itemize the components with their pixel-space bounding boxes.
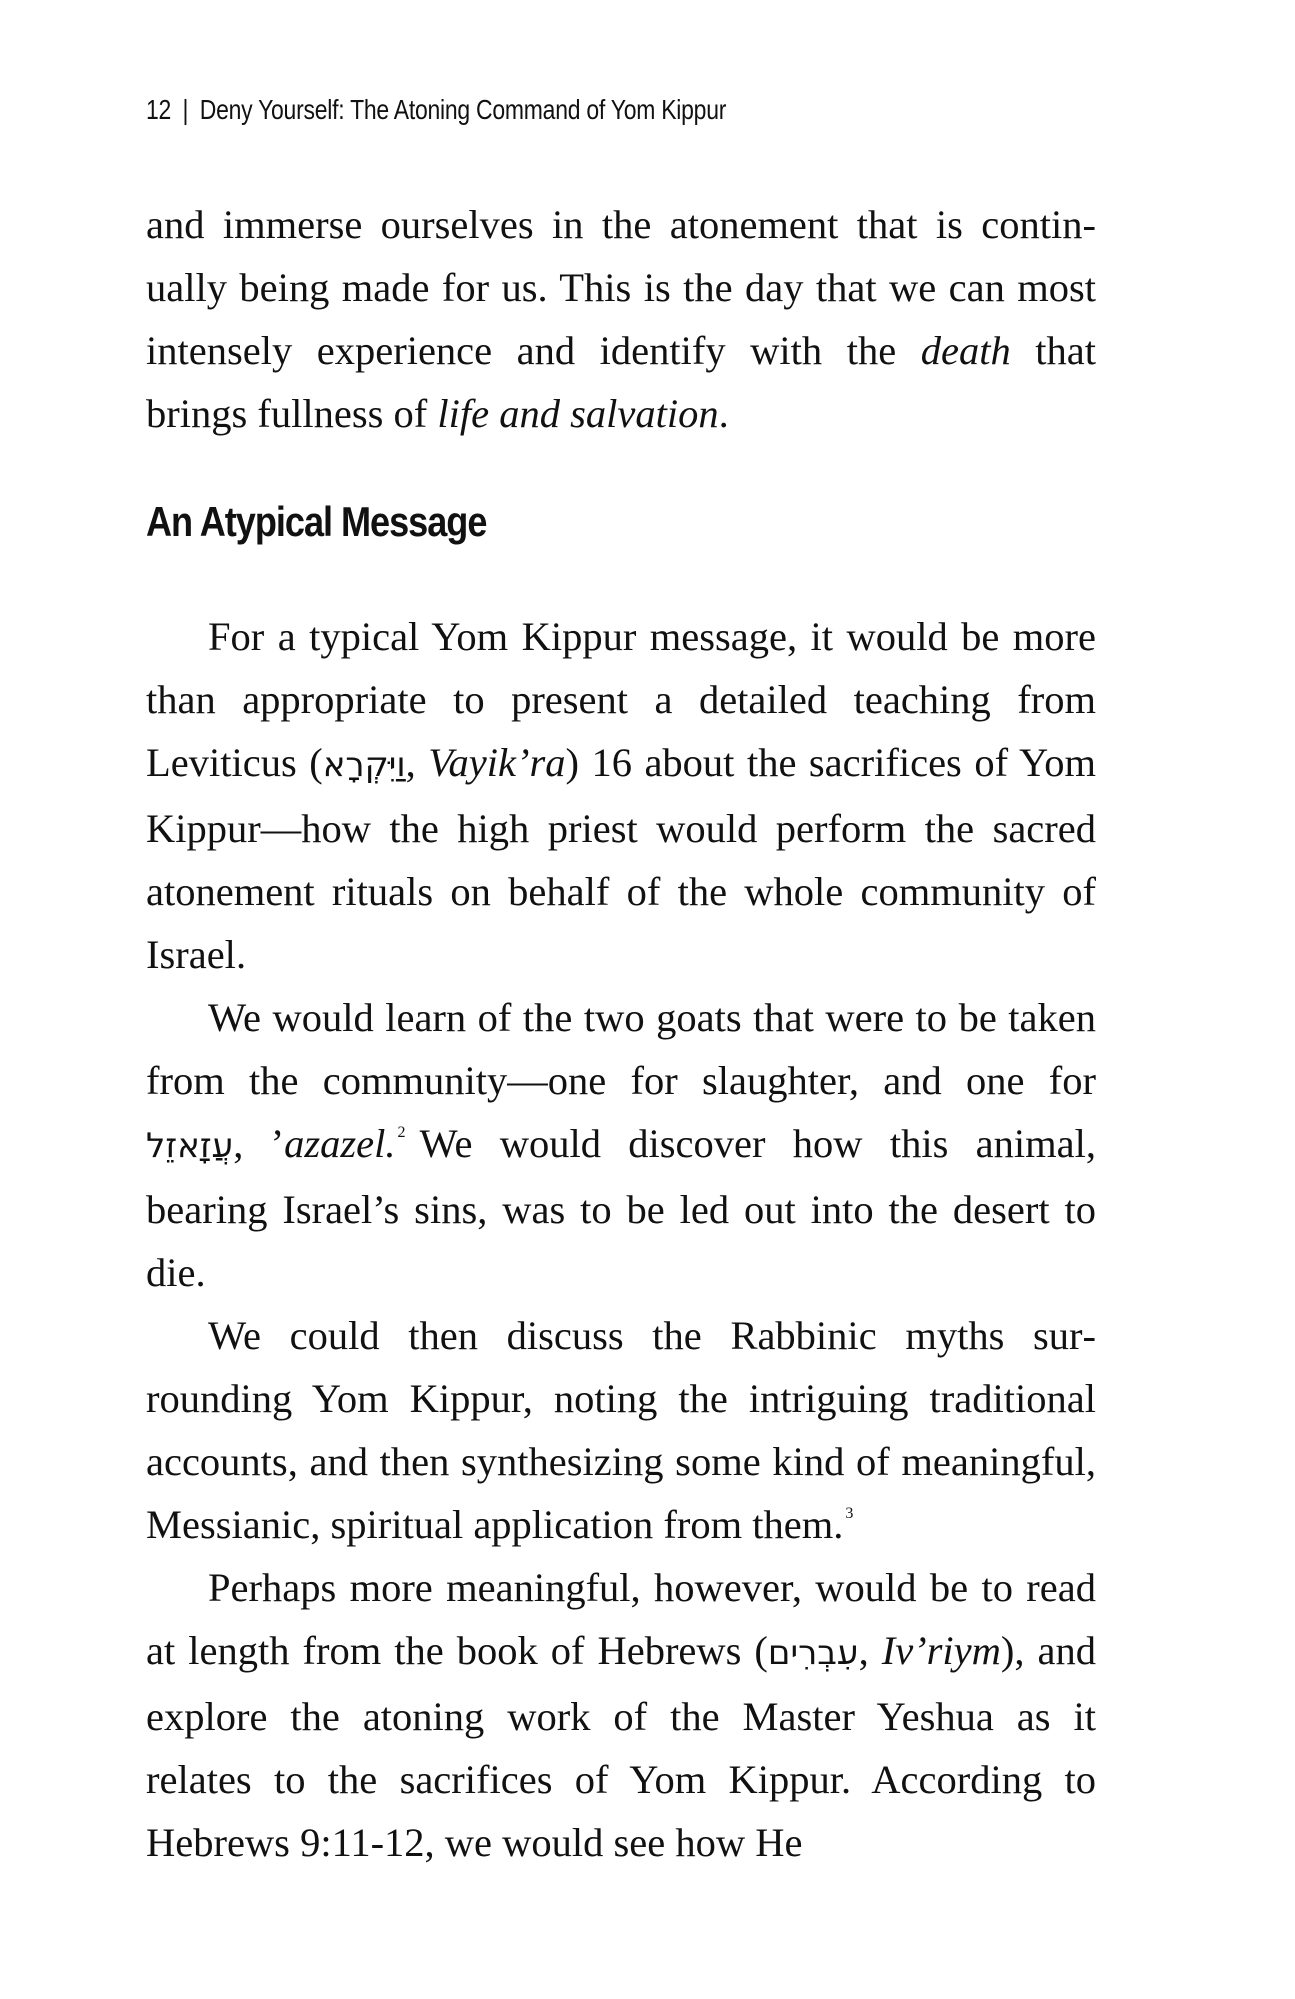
transliteration: Vayik’ra [428,740,566,785]
paragraph-leviticus: For a typical Yom Kippur message, it would be more than appropriate to present a detailed teaching from Leviticus (וַיִּקְרָא, Vayik’ra) 16 about the sacrifices of Yom Kippur—how the high priest would perform the sacred atonement rituals on behalf of the whole community of Israel. [146,614,1097,977]
italic-term: death [920,328,1011,373]
header-separator: | [182,94,189,125]
transliteration: azazel. [284,1121,396,1166]
italic-term: life and salvation [437,391,719,436]
paragraph-two-goats: We would learn of the two goats that were to be taken from the community—one for slaughter, and one for עֲזָאזֵל, ’azazel. $^2$ We would discover how this animal, bearing Israel’s sins, was to be led out into the desert to die. [146,995,1096,1295]
book-page [146,90,1096,1874]
hebrew-term: עֲזָאזֵל [146,1126,234,1166]
footnote-marker[interactable]: 3 [845,1505,854,1522]
page-number: 12 [146,94,172,125]
hebrew-term: עִבְרִים [767,1633,859,1673]
footnote-marker[interactable]: 2 [397,1124,406,1141]
hebrew-term: וַיִּקְרָא [322,745,406,785]
body-text [146,193,1096,1874]
running-head [146,90,925,130]
paragraph-hebrews: Perhaps more meaningful, however, would be to read at length from the book of Hebrews (עִבְרִים, Iv’riym), and explore the atoning work of the Master Yeshua as it relates to the sacrifices of Yom Kippur. According to Hebrews 9:11-12, we would see how He [146,1565,1096,1865]
opening-paragraph: and immerse ourselves in the atonement that is continually being made for us. This is the day that we can most intensely experience and identify with the death that brings fullness of life and salvation. [146,202,1097,436]
transliteration: Iv’riym [881,1628,1001,1673]
section-heading: An Atypical Message [146,498,487,545]
book-title: Deny Yourself: The Atoning Command of Yom Kippur [199,94,727,125]
paragraph-rabbinic-myths: We could then discuss the Rabbinic myths surrounding Yom Kippur, noting the intriguing traditional accounts, and then synthesizing some kind of meaningful, Messianic, spiritual application from them. $^3$ [146,1313,1096,1547]
